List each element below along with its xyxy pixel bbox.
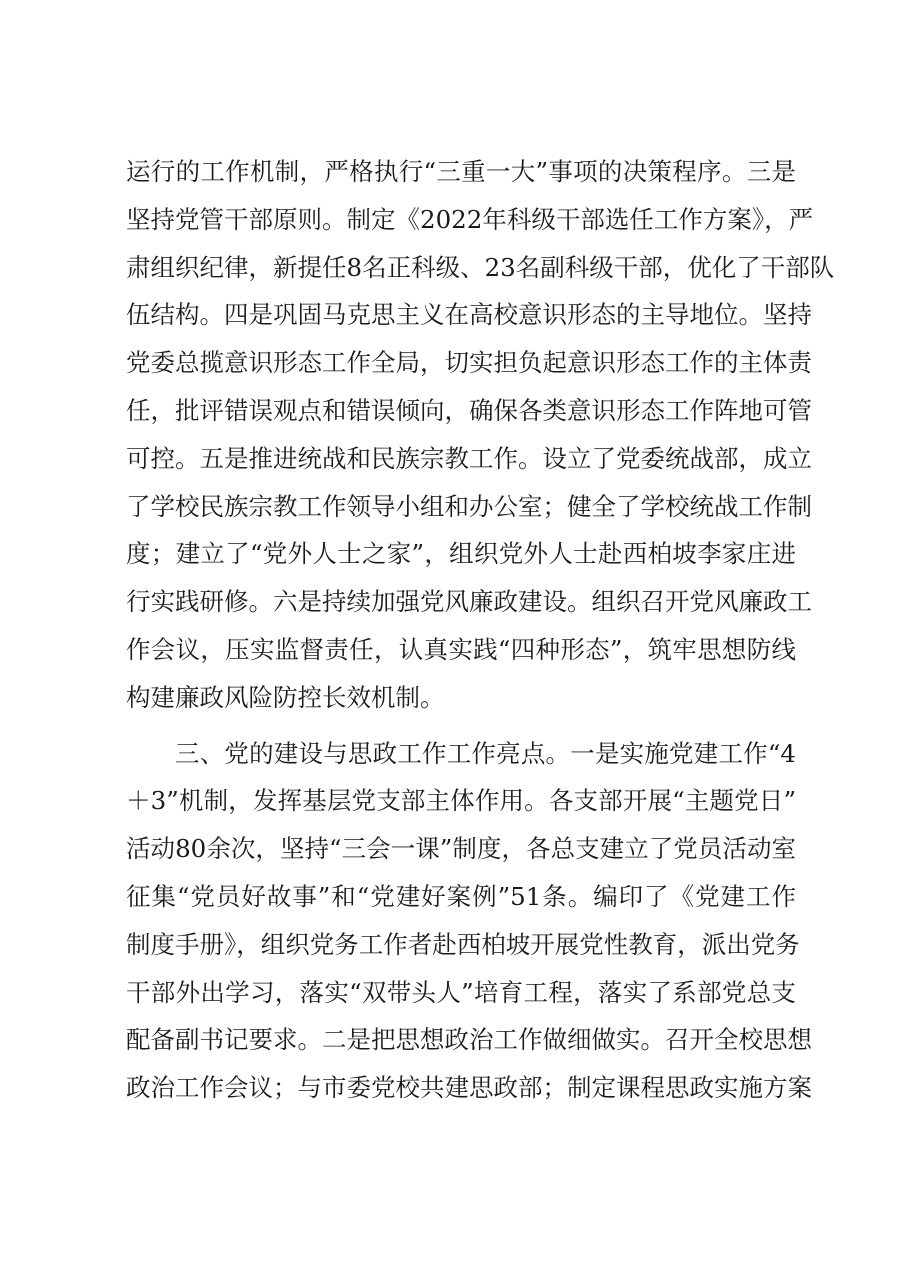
paragraph-line: 配备副书记要求。二是把思想政治工作做细做实。召开全校思想 [126,1025,812,1055]
paragraph-line: 三、党的建设与思政工作工作亮点。一是实施党建工作“4 [175,738,796,768]
paragraph-line: 可控。五是推进统战和民族宗教工作。设立了党委统战部，成立 [126,443,812,473]
paragraph-line: 制度手册》，组织党务工作者赴西柏坡开展党性教育，派出党务 [126,929,800,959]
paragraph-party-building-highlights [126,730,812,1112]
paragraph-line: 任，批评错误观点和错误倾向，确保各类意识形态工作阵地可管 [126,395,812,425]
paragraph-line: 坚持党管干部原则。制定《2022年科级干部选任工作方案》，严 [126,204,814,234]
paragraph-line: 行实践研修。六是持续加强党风廉政建设。组织召开党风廉政工 [126,587,812,617]
paragraph-line: 度；建立了“党外人士之家”，组织党外人士赴西柏坡李家庄进 [126,539,796,569]
paragraph-line: 肃组织纪律，新提任8名正科级、23名副科级干部，优化了干部队 [126,252,835,282]
paragraph-line: 构建廉政风险防控长效机制。 [126,682,445,712]
document-body [126,148,835,1112]
paragraph-line: 活动80余次，坚持“三会一课”制度，各总支建立了党员活动室 [126,834,796,864]
paragraph-line: 征集“党员好故事”和“党建好案例”51条。编印了《党建工作 [126,881,796,911]
paragraph-line: 政治工作会议；与市委党校共建思政部；制定课程思政实施方案 [126,1073,812,1103]
paragraph-line: 党委总揽意识形态工作全局，切实担负起意识形态工作的主体责 [126,348,812,378]
paragraph-line: 干部外出学习，落实“双带头人”培育工程，落实了系部党总支 [126,977,796,1007]
paragraph-line: 运行的工作机制，严格执行“三重一大”事项的决策程序。三是 [126,157,796,186]
paragraph-spacer [126,722,796,730]
paragraph-line: ＋3”机制，发挥基层党支部主体作用。各支部开展“主题党日” [126,786,796,816]
paragraph-line: 作会议，压实监督责任，认真实践“四种形态”，筑牢思想防线 [126,634,796,664]
paragraph-line: 伍结构。四是巩固马克思主义在高校意识形态的主导地位。坚持 [126,300,812,330]
paragraph-line: 了学校民族宗教工作领导小组和办公室；健全了学校统战工作制 [126,491,812,521]
paragraph-work-mechanism [126,148,835,722]
